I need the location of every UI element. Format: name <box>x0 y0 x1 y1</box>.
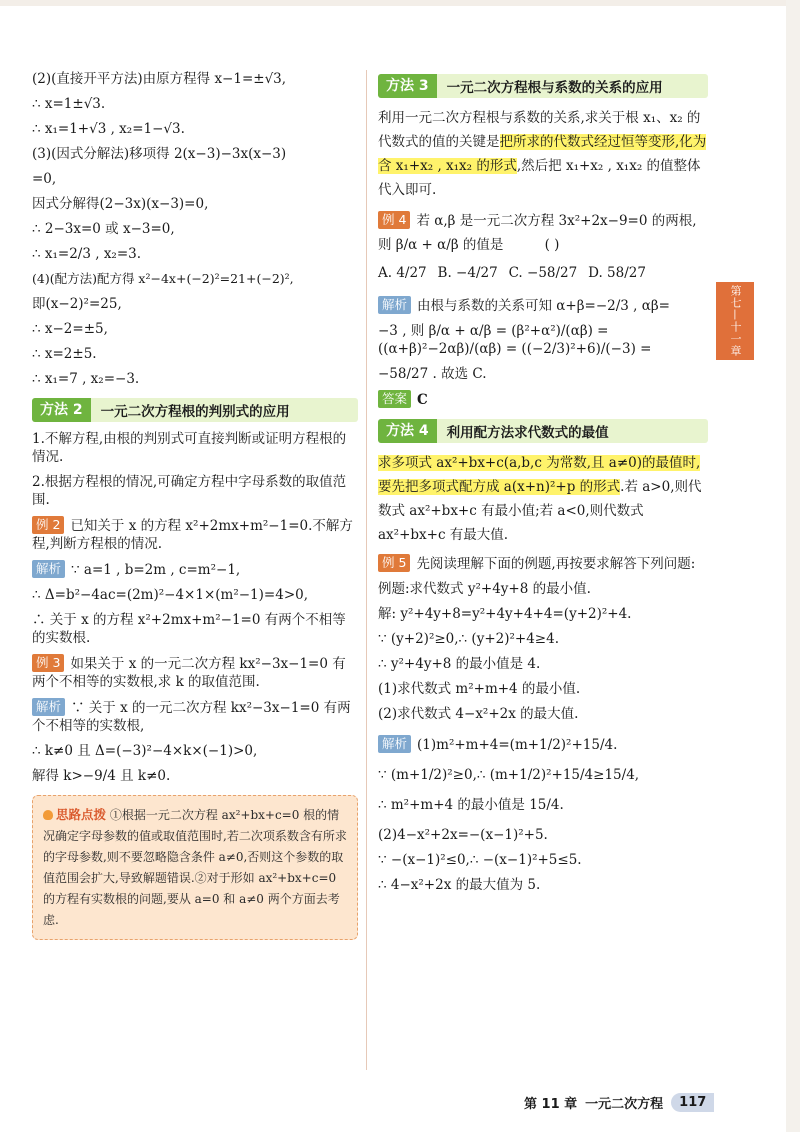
method-3-text-a: 利用一元二次方程根与系数的关系,求关于根 x₁、x₂ 的代数式的值的关键是 <box>378 110 701 150</box>
right-column <box>378 70 708 901</box>
solution-line: 即(x−2)²=25, <box>32 296 122 312</box>
analysis-badge: 解析 <box>32 560 65 578</box>
example-3 <box>32 654 358 691</box>
right-edge <box>786 0 800 1132</box>
chapter-side-tab: 第七—十一章 <box>716 282 754 360</box>
solution-line: ∴ x=1±√3. <box>32 96 106 112</box>
solution-block <box>32 70 358 388</box>
column-divider <box>366 70 367 1070</box>
method-4-text-rest: .若 a>0,则代数式 ax²+bx+c 有最小值;若 a<0,则代数式 ax²+bx+c 有最大值. <box>378 479 702 543</box>
example-5-line: 解: y²+4y+8=y²+4y+4+4=(y+2)²+4. <box>378 606 632 622</box>
answer-value: C <box>417 392 428 408</box>
choice-c: C. −58/27 <box>508 265 578 281</box>
solution-line: ∴ x=2±5. <box>32 346 97 362</box>
analysis-line: ∴ 4−x²+2x 的最大值为 5. <box>378 877 541 893</box>
analysis-line: ∵ (m+1/2)²≥0,∴ (m+1/2)²+15/4≥15/4, <box>378 767 640 783</box>
method-4-text <box>378 451 708 547</box>
analysis-badge: 解析 <box>32 698 65 716</box>
analysis-line: ∴ 关于 x 的方程 x²+2mx+m²−1=0 有两个不相等的实数根. <box>32 612 346 646</box>
tips-box <box>32 795 358 940</box>
example-text: 已知关于 x 的方程 x²+2mx+m²−1=0.不解方程,判断方程根的情况. <box>32 518 353 552</box>
example-badge: 例 3 <box>32 654 64 672</box>
method-title: 一元二次方程根的判别式的应用 <box>100 404 290 420</box>
example-5 <box>378 554 708 573</box>
example-5-line: (2)求代数式 4−x²+2x 的最大值. <box>378 706 579 722</box>
solution-line: (3)(因式分解法)移项得 2(x−3)−3x(x−3) <box>32 146 287 162</box>
example-4-analysis <box>378 296 708 315</box>
method-3-highlight: 把所求的代数式经过恒等变形,化为含 x₁+x₂ , x₁x₂ 的形式 <box>378 134 707 174</box>
analysis-line: 解得 k>−9/4 且 k≠0. <box>32 768 171 784</box>
choice-b: B. −4/27 <box>437 265 498 281</box>
analysis-line: (2)4−x²+2x=−(x−1)²+5. <box>378 827 548 843</box>
method-3-header <box>378 74 708 98</box>
example-4 <box>378 209 708 257</box>
solution-line: ∴ x₁=1+√3 , x₂=1−√3. <box>32 121 185 137</box>
analysis-line: ∴ m²+m+4 的最小值是 15/4. <box>378 797 564 813</box>
method-2-point-1: 1.不解方程,由根的判别式可直接判断或证明方程根的情况. <box>32 431 347 465</box>
analysis-line: −3 , 则 β/α + α/β = (β²+α²)/(αβ) = ((α+β)²−2αβ)/(αβ) = ((−2/3)²+6)/(−3) = <box>378 323 652 357</box>
choices <box>378 264 646 282</box>
analysis-badge: 解析 <box>378 296 411 314</box>
example-badge: 例 2 <box>32 516 64 534</box>
footer-title: 一元二次方程 <box>585 1097 664 1112</box>
example-text: 如果关于 x 的一元二次方程 kx²−3x−1=0 有两个不相等的实数根,求 k 的取值范围. <box>32 656 346 690</box>
method-2-header <box>32 398 358 422</box>
answer-paren: ( ) <box>544 237 560 253</box>
example-badge: 例 4 <box>378 211 410 229</box>
lightbulb-icon <box>43 810 53 820</box>
method-tag: 方法 3 <box>378 74 437 98</box>
tips-title: 思路点拨 <box>56 807 107 822</box>
example-4-answer <box>378 390 708 409</box>
method-tag: 方法 2 <box>32 398 91 422</box>
analysis-line: ∵ a=1 , b=2m , c=m²−1, <box>71 562 241 578</box>
solution-line: 因式分解得(2−3x)(x−3)=0, <box>32 196 209 212</box>
solution-line: =0, <box>32 171 57 187</box>
method-3-text <box>378 106 708 202</box>
example-5-line: ∴ y²+4y+8 的最小值是 4. <box>378 656 541 672</box>
example-2-analysis <box>32 560 358 579</box>
method-2-point-2: 2.根据方程根的情况,可确定方程中字母系数的取值范围. <box>32 474 347 508</box>
left-column <box>32 70 358 940</box>
analysis-line: ∴ k≠0 且 Δ=(−3)²−4×k×(−1)>0, <box>32 743 258 759</box>
solution-line: ∴ x₁=2/3 , x₂=3. <box>32 246 142 262</box>
solution-line: (4)(配方法)配方得 x²−4x+(−2)²=21+(−2)², <box>32 271 294 286</box>
page-footer <box>524 1093 714 1112</box>
example-2 <box>32 516 358 553</box>
method-title: 一元二次方程根与系数的关系的应用 <box>446 80 663 96</box>
footer-chapter: 第 11 章 <box>524 1097 578 1112</box>
example-text: 若 α,β 是一元二次方程 3x²+2x−9=0 的两根,则 β/α + α/β 的值是 <box>378 213 697 253</box>
analysis-badge: 解析 <box>378 735 411 753</box>
example-5-line: (1)求代数式 m²+m+4 的最小值. <box>378 681 581 697</box>
analysis-line: −58/27 . 故选 C. <box>378 366 487 382</box>
example-5-analysis <box>378 735 708 754</box>
solution-line: (2)(直接开平方法)由原方程得 x−1=±√3, <box>32 71 287 87</box>
analysis-line: (1)m²+m+4=(m+1/2)²+15/4. <box>417 737 618 753</box>
analysis-line: ∵ −(x−1)²≤0,∴ −(x−1)²+5≤5. <box>378 852 582 868</box>
method-4-header <box>378 419 708 443</box>
analysis-line: ∵ 关于 x 的一元二次方程 kx²−3x−1=0 有两个不相等的实数根, <box>32 700 351 734</box>
method-4-highlight: 求多项式 ax²+bx+c(a,b,c 为常数,且 a≠0)的最值时,要先把多项式配方成 a(x+n)²+p 的形式 <box>378 455 701 495</box>
choice-d: D. 58/27 <box>588 265 646 281</box>
example-badge: 例 5 <box>378 554 410 572</box>
example-3-analysis <box>32 698 358 735</box>
analysis-line: 由根与系数的关系可知 α+β=−2/3 , αβ= <box>417 298 670 314</box>
tips-text: ①根据一元二次方程 ax²+bx+c=0 根的情况确定字母参数的值或取值范围时,若二次项系数含有所求的字母参数,则不要忽略隐含条件 a≠0,否则这个参数的取值范围会扩大,导致解题错误.②对于形如 ax²+bx+c=0 的方程有实数根的问题,要从 a=0 和 a≠0 两个方面去考虑. <box>43 808 347 927</box>
solution-line: ∴ x−2=±5, <box>32 321 108 337</box>
example-text: 先阅读理解下面的例题,再按要求解答下列问题: <box>416 556 696 572</box>
solution-line: ∴ x₁=7 , x₂=−3. <box>32 371 140 387</box>
solution-line: ∴ 2−3x=0 或 x−3=0, <box>32 221 175 237</box>
example-5-line: 例题:求代数式 y²+4y+8 的最小值. <box>378 581 591 597</box>
method-tag: 方法 4 <box>378 419 437 443</box>
example-5-line: ∵ (y+2)²≥0,∴ (y+2)²+4≥4. <box>378 631 559 647</box>
method-3-text-b: ,然后把 x₁+x₂ , x₁x₂ 的值整体代入即可. <box>378 158 701 198</box>
analysis-line: ∴ Δ=b²−4ac=(2m)²−4×1×(m²−1)=4>0, <box>32 587 309 603</box>
page-number: 117 <box>671 1093 714 1112</box>
method-title: 利用配方法求代数式的最值 <box>446 425 609 441</box>
choice-a: A. 4/27 <box>378 265 427 281</box>
top-edge <box>0 0 800 6</box>
answer-badge: 答案 <box>378 390 411 408</box>
